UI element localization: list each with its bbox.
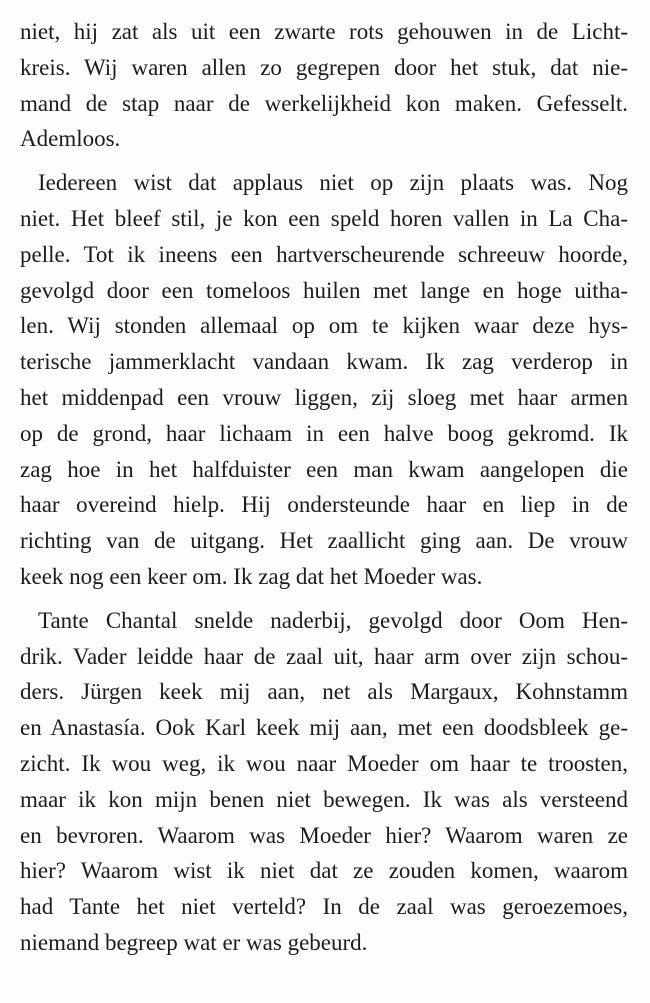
paragraph-gap (20, 157, 628, 165)
text-line: maar ik kon mijn benen niet bewegen. Ik was als versteend (20, 786, 628, 812)
text-line: len. Wij stonden allemaal op om te kijken waar deze hys- (20, 313, 628, 339)
text-line: niet, hij zat als uit een zwarte rots gehouwen in de Licht- (20, 19, 628, 44)
text-line: drik. Vader leidde haar de zaal uit, haar arm over zijn schou- (20, 643, 628, 669)
body-text (20, 14, 628, 961)
text-line: en Anastasía. Ook Karl keek mij aan, met een doodsbleek ge- (20, 715, 628, 741)
text-line: haar overeind hielp. Hij ondersteunde haar en liep in de (20, 492, 628, 518)
text-line: en bevroren. Waarom was Moeder hier? Waarom waren ze (20, 822, 628, 848)
text-line: kreis. Wij waren allen zo gegrepen door het stuk, dat nie- (20, 54, 628, 80)
text-line: niet. Het bleef stil, je kon een speld horen vallen in La Cha- (20, 205, 628, 231)
paragraph-1 (20, 14, 628, 157)
text-line: richting van de uitgang. Het zaallicht ging aan. De vrouw (20, 528, 628, 554)
text-line: het middenpad een vrouw liggen, zij sloeg met haar armen (20, 384, 628, 410)
text-line: zicht. Ik wou weg, ik wou naar Moeder om haar te troosten, (20, 750, 628, 776)
text-line: Iedereen wist dat applaus niet op zijn plaats was. Nog (38, 170, 628, 196)
paragraph-2 (20, 165, 628, 595)
text-line: ders. Jürgen keek mij aan, net als Margaux, Kohnstamm (20, 679, 628, 705)
text-line: keek nog een keer om. Ik zag dat het Moeder was. (20, 563, 483, 589)
text-line: niemand begreep wat er was gebeurd. (20, 929, 368, 955)
text-line: mand de stap naar de werkelijkheid kon maken. Gefesselt. (20, 90, 628, 116)
text-line: pelle. Tot ik ineens een hartverscheurende schreeuw hoorde, (20, 241, 628, 267)
paragraph-gap (20, 595, 628, 603)
text-line: had Tante het niet verteld? In de zaal was geroezemoes, (20, 894, 628, 920)
paragraph-3 (20, 603, 628, 961)
text-line: zag hoe in het halfduister een man kwam aangelopen die (20, 456, 628, 482)
text-line: Tante Chantal snelde naderbij, gevolgd door Oom Hen- (38, 607, 628, 633)
book-page (20, 0, 628, 1003)
text-line: gevolgd door een tomeloos huilen met lange en hoge uitha- (20, 277, 628, 303)
text-line: op de grond, haar lichaam in een halve boog gekromd. Ik (20, 420, 628, 446)
text-line: hier? Waarom wist ik niet dat ze zouden komen, waarom (20, 858, 628, 884)
text-line: terische jammerklacht vandaan kwam. Ik zag verderop in (20, 349, 628, 375)
text-line: Ademloos. (20, 126, 121, 152)
